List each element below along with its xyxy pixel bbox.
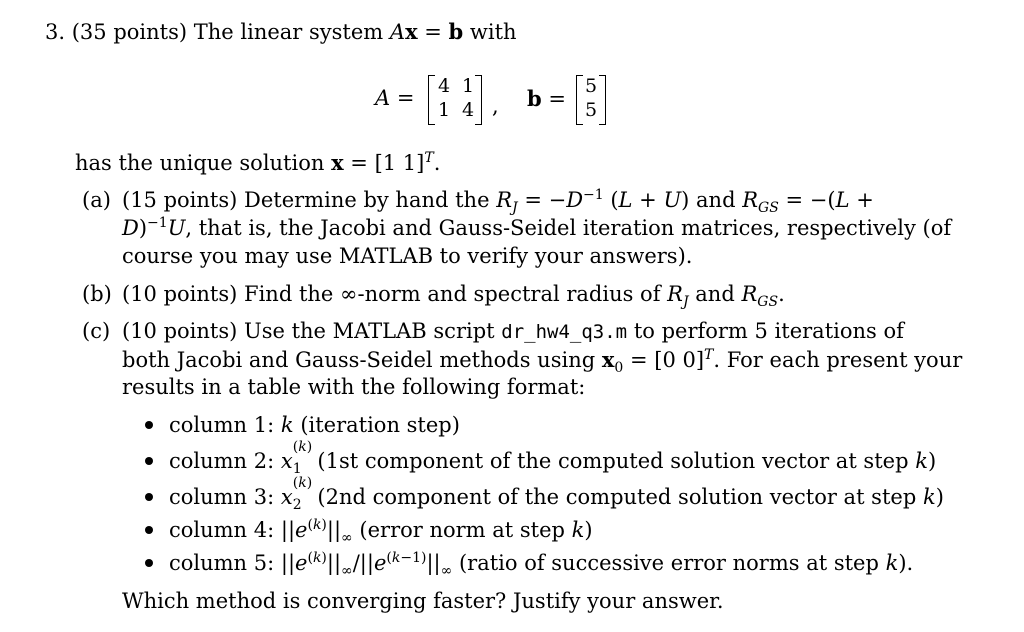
part-b-label: (b) <box>82 282 112 306</box>
math-b: b <box>448 19 464 44</box>
part-c-line1: (10 points) Use the MATLAB script dr_hw4_q3.m to perform 5 iterations of <box>122 319 904 343</box>
math-A: A <box>389 20 406 44</box>
part-c-line2: both Jacobi and Gauss-Seidel methods using $x_0 = [0$ 0]$^T$. For each present your <box>122 347 963 376</box>
bullet-icon <box>145 493 153 501</box>
part-c-label: (c) <box>82 319 111 343</box>
part-a-line1: (15 points) Determine by hand the $R_J = -D^{-1}$ (L + U) and $R_{GS} = -(L$ + <box>122 187 874 216</box>
problem-intro: The linear system <box>193 20 384 44</box>
problem-with: with <box>469 20 517 44</box>
matrix-A-cell: 1 <box>438 99 451 121</box>
solution-value: [1 1] <box>374 151 425 175</box>
problem-number: 3. <box>45 20 66 44</box>
problem-points: (35 points) <box>71 20 188 44</box>
matrix-A <box>428 75 482 123</box>
vector-b-cell: 5 <box>585 75 598 97</box>
matrix-A-cell: 1 <box>462 75 475 97</box>
part-a-line3: course you may use MATLAB to verify your answers). <box>122 244 693 268</box>
problem-heading: 3. (35 points) The linear system Ax = b with <box>45 19 517 44</box>
part-a-label: (a) <box>82 188 111 212</box>
right-bracket <box>475 75 482 125</box>
closing-question: Which method is converging faster? Justify your answer. <box>122 589 724 613</box>
vector-b <box>576 75 606 123</box>
list-item: column 4: $||e^{(k)}||_\infty$ (error norm at step k) <box>145 520 593 541</box>
bullet-icon <box>145 421 153 429</box>
list-item: column 3: x (k) 2 (2nd component of the computed solution vector at step k) <box>145 487 944 508</box>
part-a-line2: D)$^{-1}$U, that is, the Jacobi and Gauss-Seidel iteration matrices, respectively (of <box>122 215 952 240</box>
vector-b-cell: 5 <box>585 99 598 121</box>
bullet-icon <box>145 559 153 567</box>
comma: , <box>492 94 499 118</box>
right-bracket <box>599 75 606 125</box>
left-bracket <box>428 75 435 125</box>
bullet-icon <box>145 526 153 534</box>
matrix-A-label: A = <box>375 86 415 110</box>
list-item: column 5: $||e^{(k)}||_\infty/||e^{(k-1)}||_\infty$ (ratio of successive error norms at step k). <box>145 553 913 574</box>
list-item: column 2: x (k) 1 (1st component of the computed solution vector at step k) <box>145 451 936 472</box>
math-x: x <box>405 19 418 44</box>
vector-b-label: b = <box>527 86 566 111</box>
script-name: dr_hw4_q3.m <box>501 321 628 343</box>
part-b-line: (10 points) Find the ∞-norm and spectral radius of $R_J$ and $R_{GS}$. <box>122 282 785 310</box>
list-item: column 1: k (iteration step) <box>145 415 460 436</box>
matrix-A-cell: 4 <box>438 75 451 97</box>
part-c-line3: results in a table with the following format: <box>122 375 586 399</box>
left-bracket <box>576 75 583 125</box>
bullet-icon <box>145 457 153 465</box>
matrix-A-cell: 4 <box>462 99 475 121</box>
solution-line: has the unique solution x = [1 1]$^T$. <box>75 150 441 175</box>
